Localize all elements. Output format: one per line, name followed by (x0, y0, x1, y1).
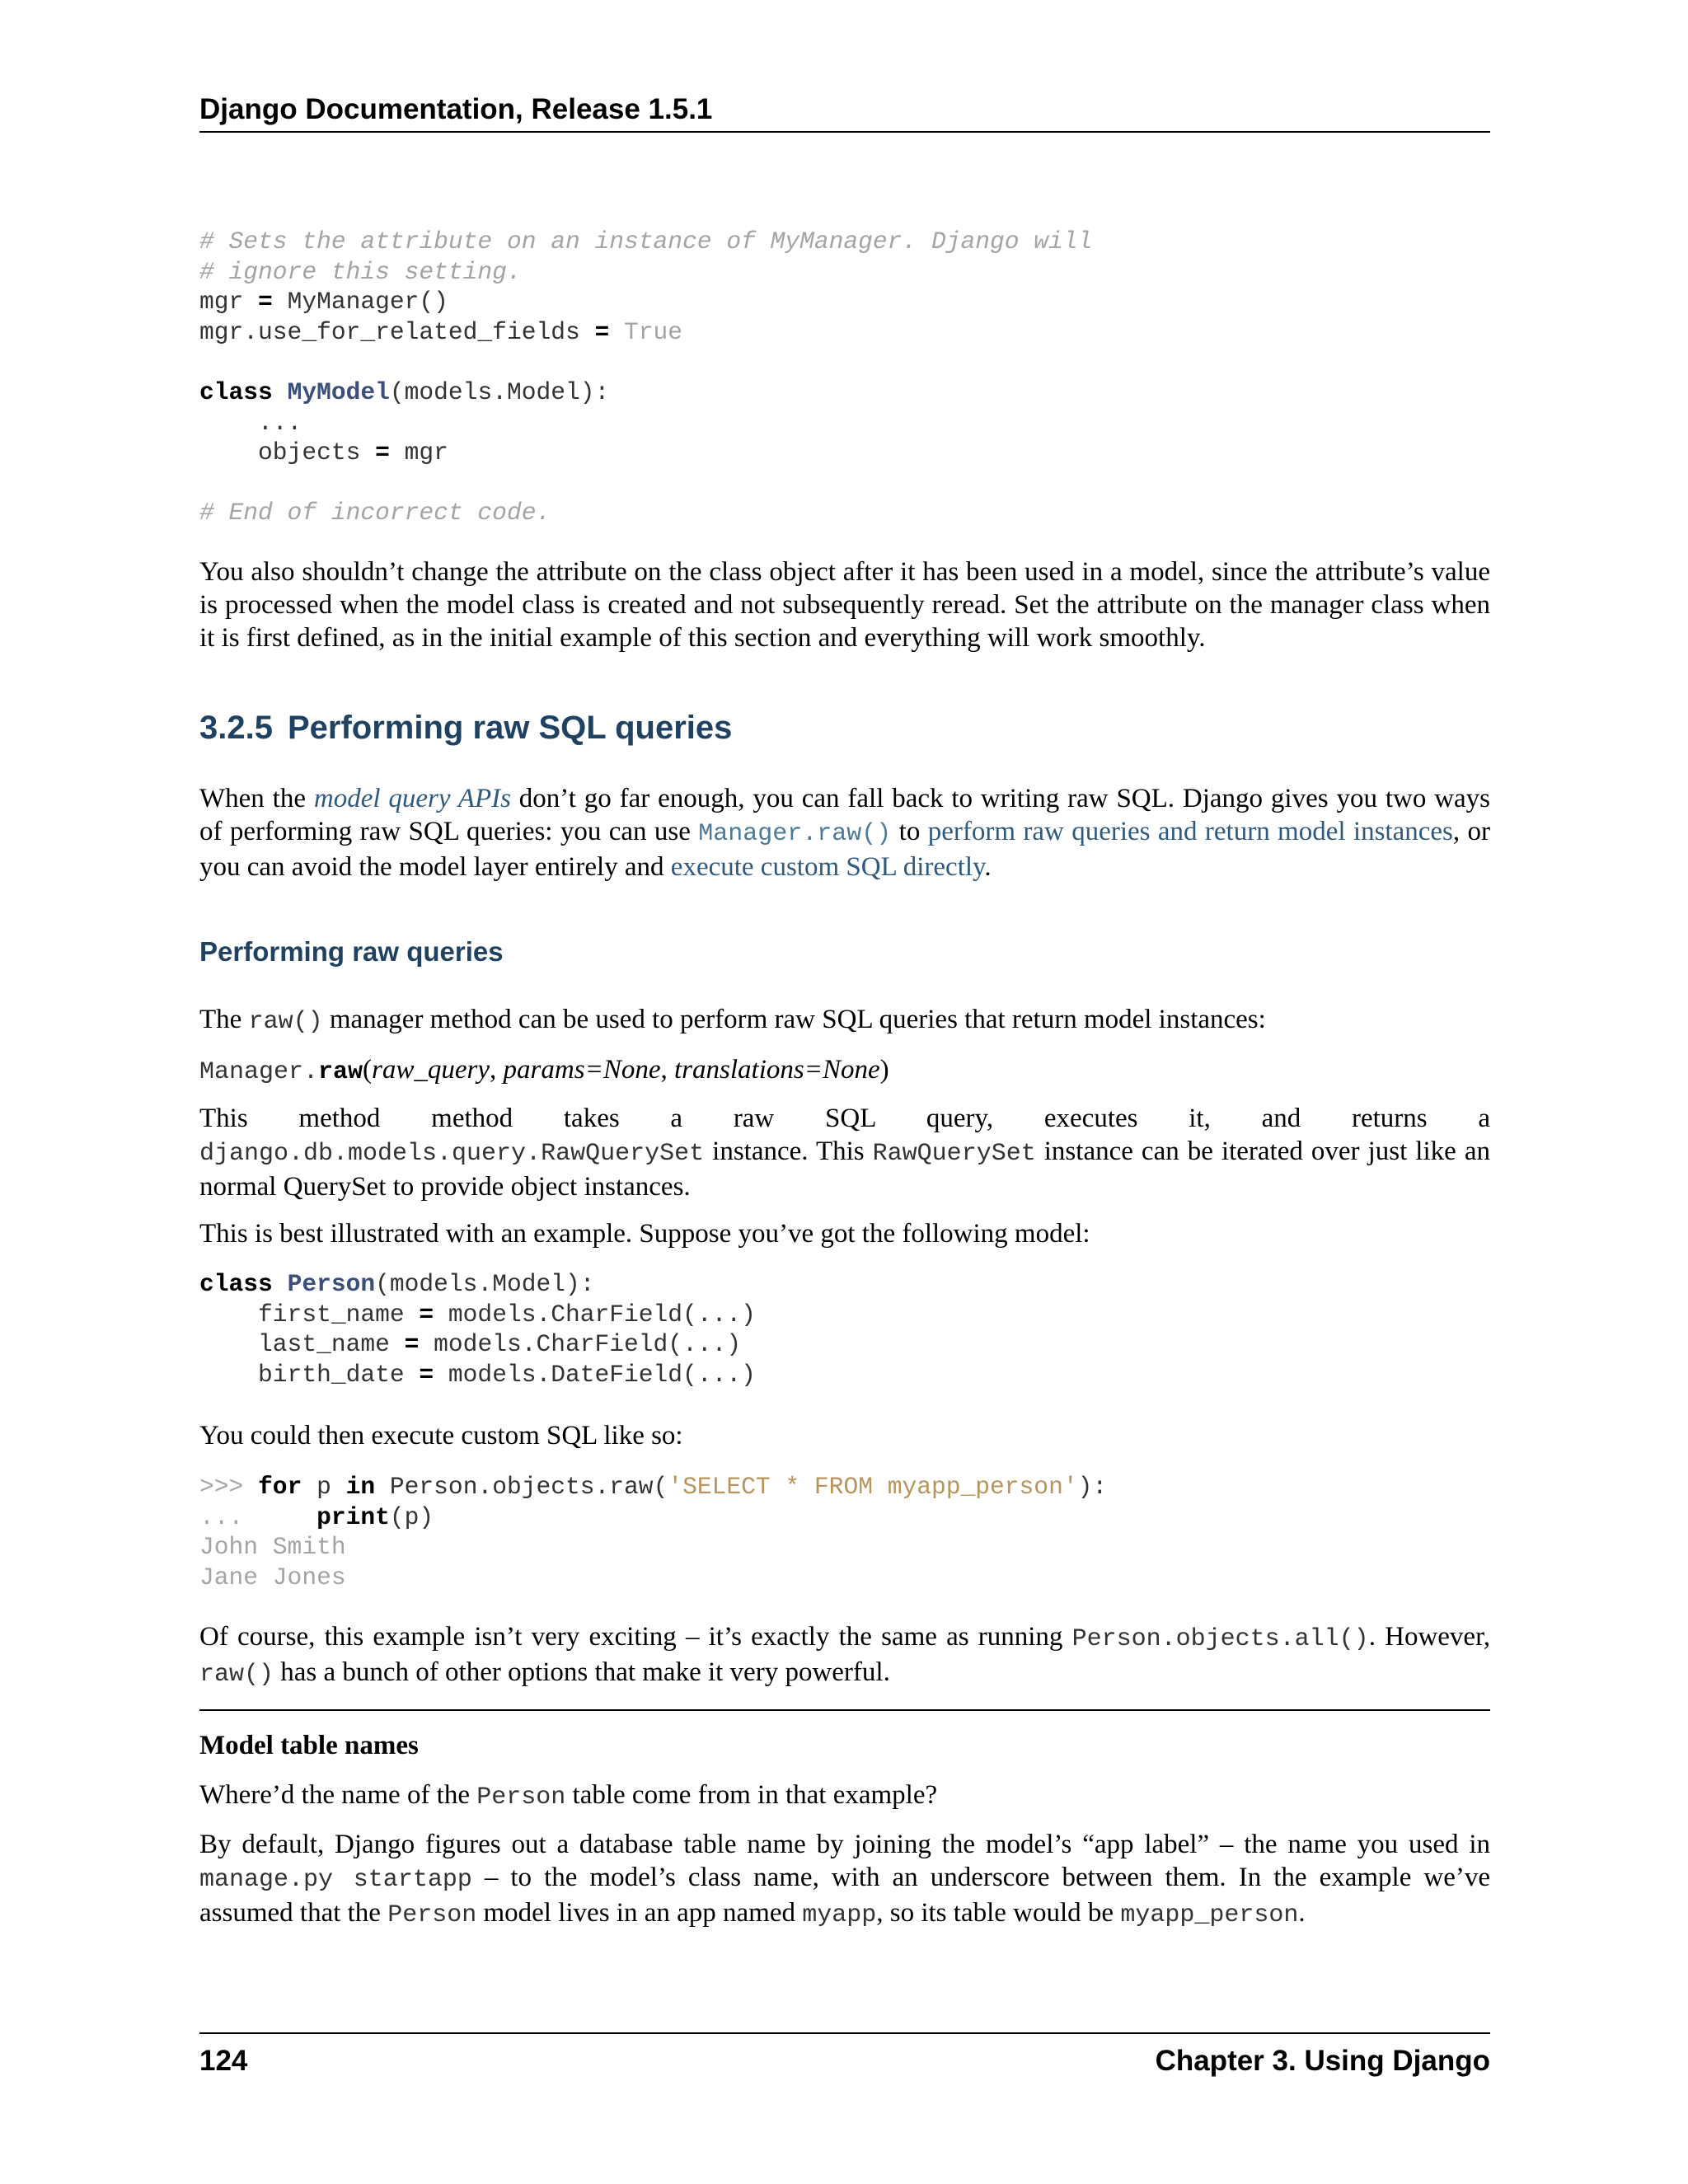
document-page (199, 0, 1490, 2184)
code-text: objects (199, 438, 376, 467)
code-text: MyManager() (272, 288, 448, 316)
code-text: Person.objects.raw( (375, 1473, 668, 1501)
code-operator: = (419, 1300, 434, 1329)
paragraph-raw-options (199, 1620, 1490, 1691)
text: instance can be iterated over just like an normal QuerySet to provide object instances. (199, 1137, 1490, 1202)
text: . (984, 852, 992, 882)
link-execute-custom-sql[interactable]: execute custom SQL directly (670, 852, 985, 882)
code-operator: = (258, 288, 273, 316)
text: to (891, 817, 928, 846)
section-number: 3.2.5 (199, 710, 273, 746)
inline-code: raw() (248, 1008, 323, 1036)
inline-code: raw() (199, 1661, 274, 1689)
code-keyword: print (316, 1502, 390, 1531)
text: . However, (1368, 1622, 1490, 1652)
code-text: mgr (389, 438, 448, 467)
text: table come from in that example? (565, 1780, 938, 1810)
page-number: 124 (199, 2045, 248, 2077)
code-comment: # ignore this setting. (199, 257, 522, 286)
signature-class: Manager. (199, 1058, 319, 1086)
inline-code: Person (387, 1901, 477, 1929)
code-class-name: MyModel (287, 377, 390, 406)
code-text: p (302, 1473, 346, 1501)
text: . (1298, 1898, 1306, 1928)
running-footer (199, 2032, 1490, 2079)
code-text: models.DateField(...) (434, 1360, 756, 1389)
code-text: birth_date (199, 1360, 420, 1389)
code-operator: = (594, 317, 610, 346)
code-prompt: >>> (199, 1473, 259, 1501)
code-prompt: ... (199, 1502, 317, 1531)
code-comment: # Sets the attribute on an instance of MyManager. Django will (199, 227, 1093, 255)
text: , (490, 1055, 504, 1085)
signature-param: translations=None (674, 1055, 880, 1085)
paragraph-intro-raw-sql (199, 782, 1490, 883)
code-text: (p) (389, 1502, 434, 1531)
topic-question (199, 1779, 1490, 1814)
text: manager method can be used to perform raw SQL queries that return model instances: (322, 1005, 1266, 1034)
signature-param: raw_query (372, 1055, 490, 1085)
code-text: ... (199, 408, 302, 437)
text: , or you can avoid the model layer entirely and (199, 817, 1491, 882)
code-operator: = (404, 1330, 420, 1359)
code-comment: # End of incorrect code. (199, 499, 551, 527)
inline-code: myapp_person (1120, 1901, 1299, 1929)
code-output: John Smith (199, 1533, 346, 1562)
code-text: models.CharField(...) (434, 1300, 756, 1329)
paragraph-attribute-note: You also shouldn’t change the attribute on the class object after it has been used in a model, since the attribute’s value is processed when the model class is created and not subsequently reread. Set the attribute on the manager class when it is first defined, as in the initial example of this section and everything will work smoothly. (199, 557, 1490, 653)
code-text: last_name (199, 1330, 405, 1359)
code-block-incorrect-manager (199, 227, 1092, 528)
paragraph-example-intro: This is best illustrated with an example. Suppose you’ve got the following model: (199, 1219, 1090, 1249)
inline-code: Person (476, 1783, 566, 1811)
link-perform-raw-queries[interactable]: perform raw queries and return model instances (927, 817, 1453, 846)
paragraph-method-desc-line1: This method method takes a raw SQL query, executes it, and returns a (199, 1104, 1490, 1133)
method-signature (199, 1053, 889, 1089)
code-keyword: for (258, 1473, 302, 1501)
text: When the (199, 784, 314, 813)
link-manager-raw[interactable]: Manager.raw() (698, 820, 892, 848)
topic-divider (199, 1709, 1490, 1711)
text: Where’d the name of the (199, 1780, 477, 1810)
header-title: Django Documentation, Release 1.5.1 (199, 93, 713, 125)
text: Of course, this example isn’t very exciting – it’s exactly the same as running (199, 1622, 1072, 1652)
inline-code: myapp (802, 1901, 877, 1929)
text: has a bunch of other options that make it very powerful. (274, 1657, 890, 1687)
code-constant: True (624, 317, 683, 346)
text: , (660, 1055, 674, 1085)
code-text: models.CharField(...) (419, 1330, 742, 1359)
chapter-title: Chapter 3. Using Django (1155, 2045, 1490, 2077)
text: don’t go far enough, you can fall back to writing raw SQL. Django gives you two ways of performing raw SQL queries: you can use (199, 784, 1491, 846)
code-class-name: Person (287, 1270, 376, 1298)
code-text: mgr.use_for_related_fields (199, 317, 595, 346)
running-header (199, 92, 1490, 133)
code-keyword: class (199, 377, 273, 406)
section-title: Performing raw SQL queries (287, 710, 733, 746)
signature-param: params=None (503, 1055, 661, 1085)
text: The (199, 1005, 249, 1034)
text: instance. This (704, 1137, 873, 1166)
inline-code: manage.py startapp (199, 1866, 472, 1894)
topic-paragraph (199, 1828, 1490, 1932)
signature-name: raw (318, 1058, 363, 1086)
inline-code: Person.objects.all() (1071, 1625, 1369, 1653)
section-heading (199, 707, 732, 748)
inline-code: django.db.models.query.RawQuerySet (199, 1140, 705, 1168)
code-string: 'SELECT * FROM myapp_person' (668, 1473, 1078, 1501)
text: model lives in an app named (476, 1898, 803, 1928)
text: By default, Django figures out a database table name by joining the model’s “app label” – the name you used in (199, 1830, 1490, 1859)
code-block-person-model (199, 1269, 756, 1390)
code-keyword: in (345, 1473, 376, 1501)
text: – to the model’s class name, with an underscore between them. In the example we’ve assumed that the (199, 1863, 1490, 1928)
code-operator: = (375, 438, 390, 467)
link-model-query-apis[interactable]: model query APIs (313, 784, 511, 813)
subsection-heading: Performing raw queries (199, 936, 504, 967)
paragraph-raw-method (199, 1003, 1490, 1038)
paragraph-method-desc (199, 1135, 1490, 1203)
inline-code: RawQuerySet (872, 1140, 1036, 1168)
code-text: mgr (199, 288, 259, 316)
text: ) (879, 1055, 889, 1085)
code-output: Jane Jones (199, 1563, 346, 1591)
code-text: first_name (199, 1300, 420, 1329)
code-operator: = (419, 1360, 434, 1389)
text: ( (363, 1055, 373, 1085)
code-keyword: class (199, 1270, 273, 1298)
code-text: ): (1077, 1473, 1108, 1501)
code-text: (models.Model): (389, 377, 610, 406)
paragraph-execute-intro: You could then execute custom SQL like so: (199, 1421, 683, 1451)
topic-title: Model table names (199, 1731, 419, 1760)
code-block-raw-query (199, 1472, 1107, 1592)
text: , so its table would be (876, 1898, 1121, 1928)
code-text: (models.Model): (375, 1270, 595, 1298)
